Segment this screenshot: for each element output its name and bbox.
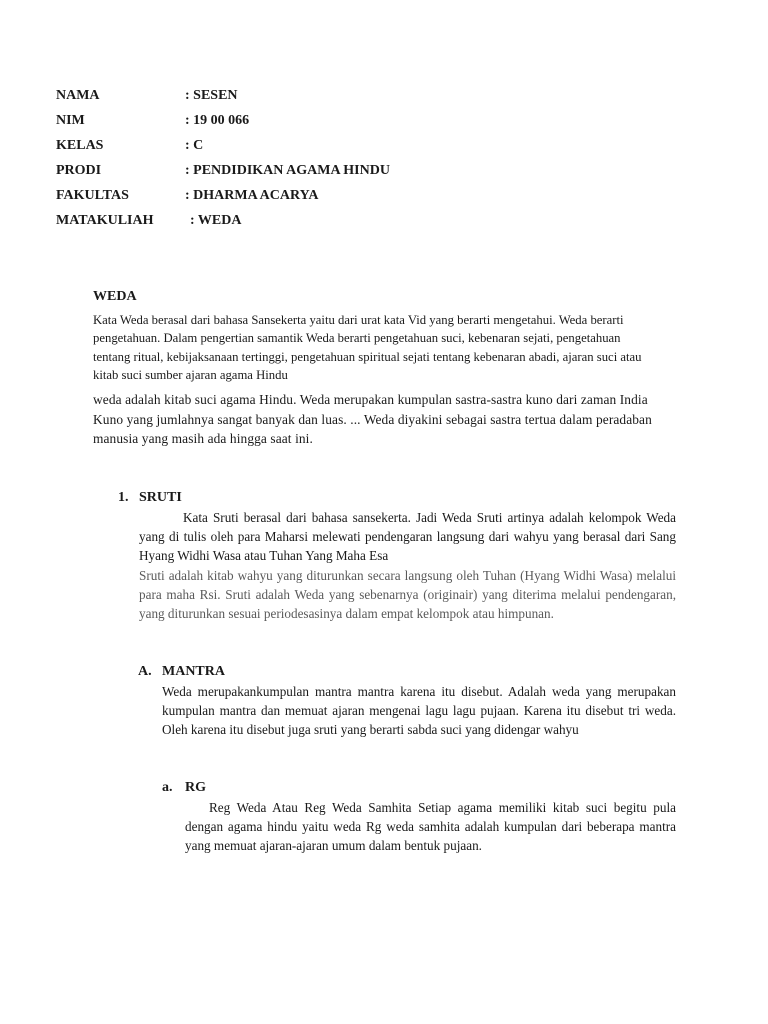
identity-row-prodi <box>56 161 476 186</box>
identity-label: PRODI <box>56 163 102 178</box>
weda-heading: WEDA <box>93 289 137 304</box>
rg-heading <box>162 778 676 798</box>
sruti-body <box>139 508 676 623</box>
rg-title: RG <box>185 780 206 795</box>
identity-block <box>56 86 476 236</box>
identity-value: : DHARMA ACARYA <box>185 188 319 203</box>
identity-row-nim <box>56 111 476 136</box>
sruti-title: SRUTI <box>139 490 182 505</box>
sruti-heading <box>118 488 676 508</box>
identity-label: MATAKULIAH <box>56 213 154 228</box>
mantra-section <box>138 662 676 740</box>
mantra-body <box>162 682 676 740</box>
weda-paragraph-1: Kata Weda berasal dari bahasa Sansekerta yaitu dari urat kata Vid yang berarti mengetahui. Weda berarti pengetahuan. Dalam pengertian samantik Weda berarti pengetahuan suci, kebenaran sejati, pengetahuan tentang ritual, kebijaksanaan tertinggi, pengetahuan spiritual sejati tentang kebenaran abadi, ajaran suci atau kitab suci sumber ajaran agama Hindu <box>93 313 642 382</box>
sruti-paragraph-2: Sruti adalah kitab wahyu yang diturunkan secara langsung oleh Tuhan (Hyang Widhi Wasa) melalui para maha Rsi. Sruti adalah Weda yang sebenarnya (originair) yang diterima melalui pendengaran, yang diturunkan sesuai periodesasinya dalam empat kelompok atau himpunan. <box>139 567 676 622</box>
sruti-paragraph-1: Kata Sruti berasal dari bahasa sansekerta. Jadi Weda Sruti artinya adalah kelompok Weda yang di tulis oleh para Maharsi melewati pendengaran langsung dari wahyu yang berasal dari Sang Hyang Widhi Wasa atau Tuhan Yang Maha Esa <box>139 510 676 564</box>
identity-value: : 19 00 066 <box>185 113 250 128</box>
weda-paragraph-2: weda adalah kitab suci agama Hindu. Weda merupakan kumpulan sastra-sastra kuno dari zaman India Kuno yang jumlahnya sangat banyak dan luas. ... Weda diyakini sebagai sastra tertua dalam peradaban manusia yang masih ada hingga saat ini. <box>93 392 652 447</box>
identity-label: FAKULTAS <box>56 188 129 203</box>
identity-label: KELAS <box>56 138 104 153</box>
identity-value: : C <box>185 138 204 153</box>
rg-body <box>185 798 676 856</box>
rg-paragraph: Reg Weda Atau Reg Weda Samhita Setiap agama memiliki kitab suci begitu pula dengan agama hindu yaitu weda Rg weda samhita adalah kumpulan dari beberapa mantra yang memuat ajaran-ajaran umum dalam bentuk pujaan. <box>185 800 676 854</box>
list-marker: 1. <box>118 490 129 505</box>
mantra-title: MANTRA <box>162 664 225 679</box>
list-marker: a. <box>162 780 173 795</box>
identity-row-matakuliah <box>56 211 476 236</box>
identity-row-nama <box>56 86 476 111</box>
identity-label: NAMA <box>56 88 100 103</box>
weda-section <box>93 287 661 449</box>
identity-value: : SESEN <box>185 88 238 103</box>
identity-row-kelas <box>56 136 476 161</box>
mantra-heading <box>138 662 676 682</box>
identity-label: NIM <box>56 113 85 128</box>
mantra-paragraph: Weda merupakankumpulan mantra mantra karena itu disebut. Adalah weda yang merupakan kumpulan mantra dan memuat ajaran mengenai lagu lagu pujaan. Karena itu disebut tri weda. Oleh karena itu disebut juga sruti yang berarti sabda suci yang didengar wahyu <box>162 684 676 738</box>
identity-value: : WEDA <box>190 213 242 228</box>
list-marker: A. <box>138 664 152 679</box>
rg-section <box>162 778 676 856</box>
sruti-section <box>118 488 676 623</box>
identity-value: : PENDIDIKAN AGAMA HINDU <box>185 163 390 178</box>
identity-row-fakultas <box>56 186 476 211</box>
